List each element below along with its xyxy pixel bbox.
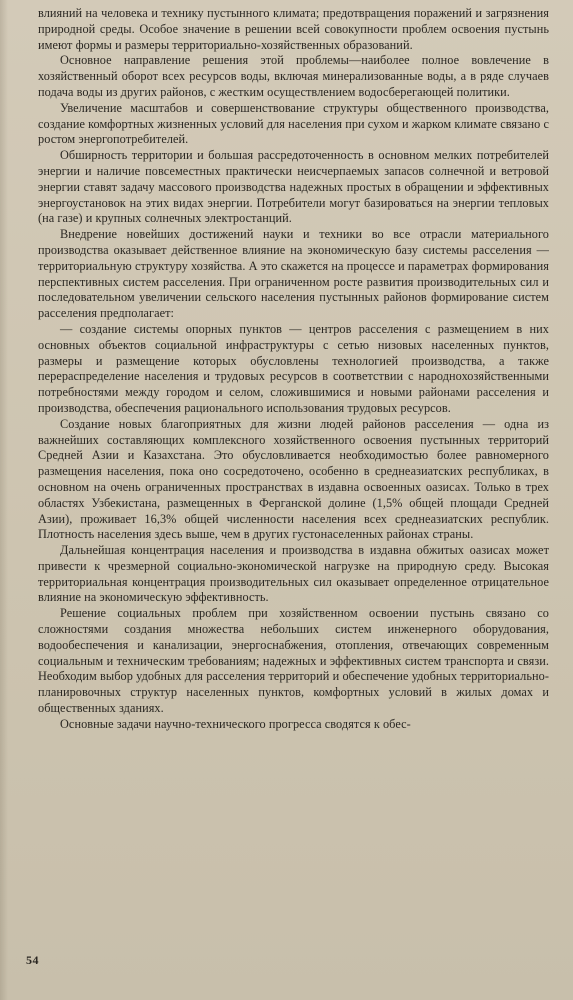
paragraph-10: Основные задачи научно-технического прогресса сводятся к обес-: [60, 716, 411, 731]
paragraph-4: Обширность территории и большая рассредоточенность в основном мелких потребителей энергии и наличие повсеместных практически неисчерпаемых запасов солнечной и ветровой энергии ставят задачу массового производства надежных простых в обращении и эффективных энергоустановок на этих видах энергии. Потребители могут базироваться на энергии тепловых (на газе) и крупных солнечных электростанций.: [38, 148, 549, 226]
paragraph-1: влияний на человека и технику пустынного климата; предотвращения поражений и загрязнения природной среды. Особое значение в решении всей совокупности проблем освоения пустынь имеют формы и размеры территориально-хозяйственных образований.: [38, 6, 549, 52]
page-edge-shadow: [0, 0, 8, 1000]
paragraph-9: Решение социальных проблем при хозяйственном освоении пустынь связано со сложностями создания множества небольших систем инженерного оборудования, водообеспечения и канализации, энергоснабжения, отопления, отвечающих современным социальным и техническим требованиям; надежных и эффективных систем транспорта и связи. Необходим выбор удобных для расселения территорий и обеспечение удобных территориально-планировочных структур населенных пунктов, комфортных условий в жилых домах и общественных зданиях.: [38, 606, 549, 716]
body-text: [38, 6, 549, 733]
paragraph-5: Внедрение новейших достижений науки и техники во все отрасли материального производства оказывает действенное влияние на экономическую базу системы расселения — территориальную структуру хозяйства. А это скажется на процессе и параметрах формирования перспективных систем расселения. При ограниченном росте развития производительных сил и последовательном увеличении сельского населения пустынных районов формирование систем расселения предполагает:: [38, 227, 549, 321]
paragraph-6: — создание системы опорных пунктов — центров расселения с размещением в них основных объектов социальной инфраструктуры с сетью низовых населенных пунктов, размеры и размещение которых обусловлены технологией производства, а также перераспределение населения и трудовых ресурсов в соответствии с народнохозяйственными потребностями между городом и селом, сложившимися и новыми районами расселения и производства, обеспечения рационального использования трудовых ресурсов.: [38, 321, 549, 415]
paragraph-7: Создание новых благоприятных для жизни людей районов расселения — одна из важнейших составляющих комплексного хозяйственного освоения пустынных территорий Средней Азии и Казахстана. Это обусловливается необходимостью более равномерного размещения населения, пока оно сосредоточено, особенно в среднеазиатских республиках, в основном на очень ограниченных пространствах в издавна освоенных оазисах. Только в трех областях Узбекистана, размещенных в Ферганской долине (1,5% общей площади Средней Азии), проживает 16,3% общей численности населения всех среднеазиатских республик. Плотность населения здесь выше, чем в других густонаселенных районах страны.: [38, 416, 549, 542]
paragraph-2: Основное направление решения этой проблемы—наиболее полное вовлечение в хозяйственный оборот всех ресурсов воды, включая минерализованные воды, а в ряде случаев подача воды из других районов, с жестким осуществлением водосберегающей политики.: [38, 53, 549, 99]
paragraph-3: Увеличение масштабов и совершенствование структуры общественного производства, создание комфортных жизненных условий для населения при сухом и жарком климате связано с ростом энергопотребителей.: [38, 100, 549, 147]
page-number: 54: [26, 953, 39, 967]
paragraph-8: Дальнейшая концентрация населения и производства в издавна обжитых оазисах может привести к чрезмерной социально-экономической нагрузке на природную среду. Высокая территориальная концентрация производительных сил оказывает определенное отрицательное влияние на экономическую эффективность.: [38, 543, 549, 605]
